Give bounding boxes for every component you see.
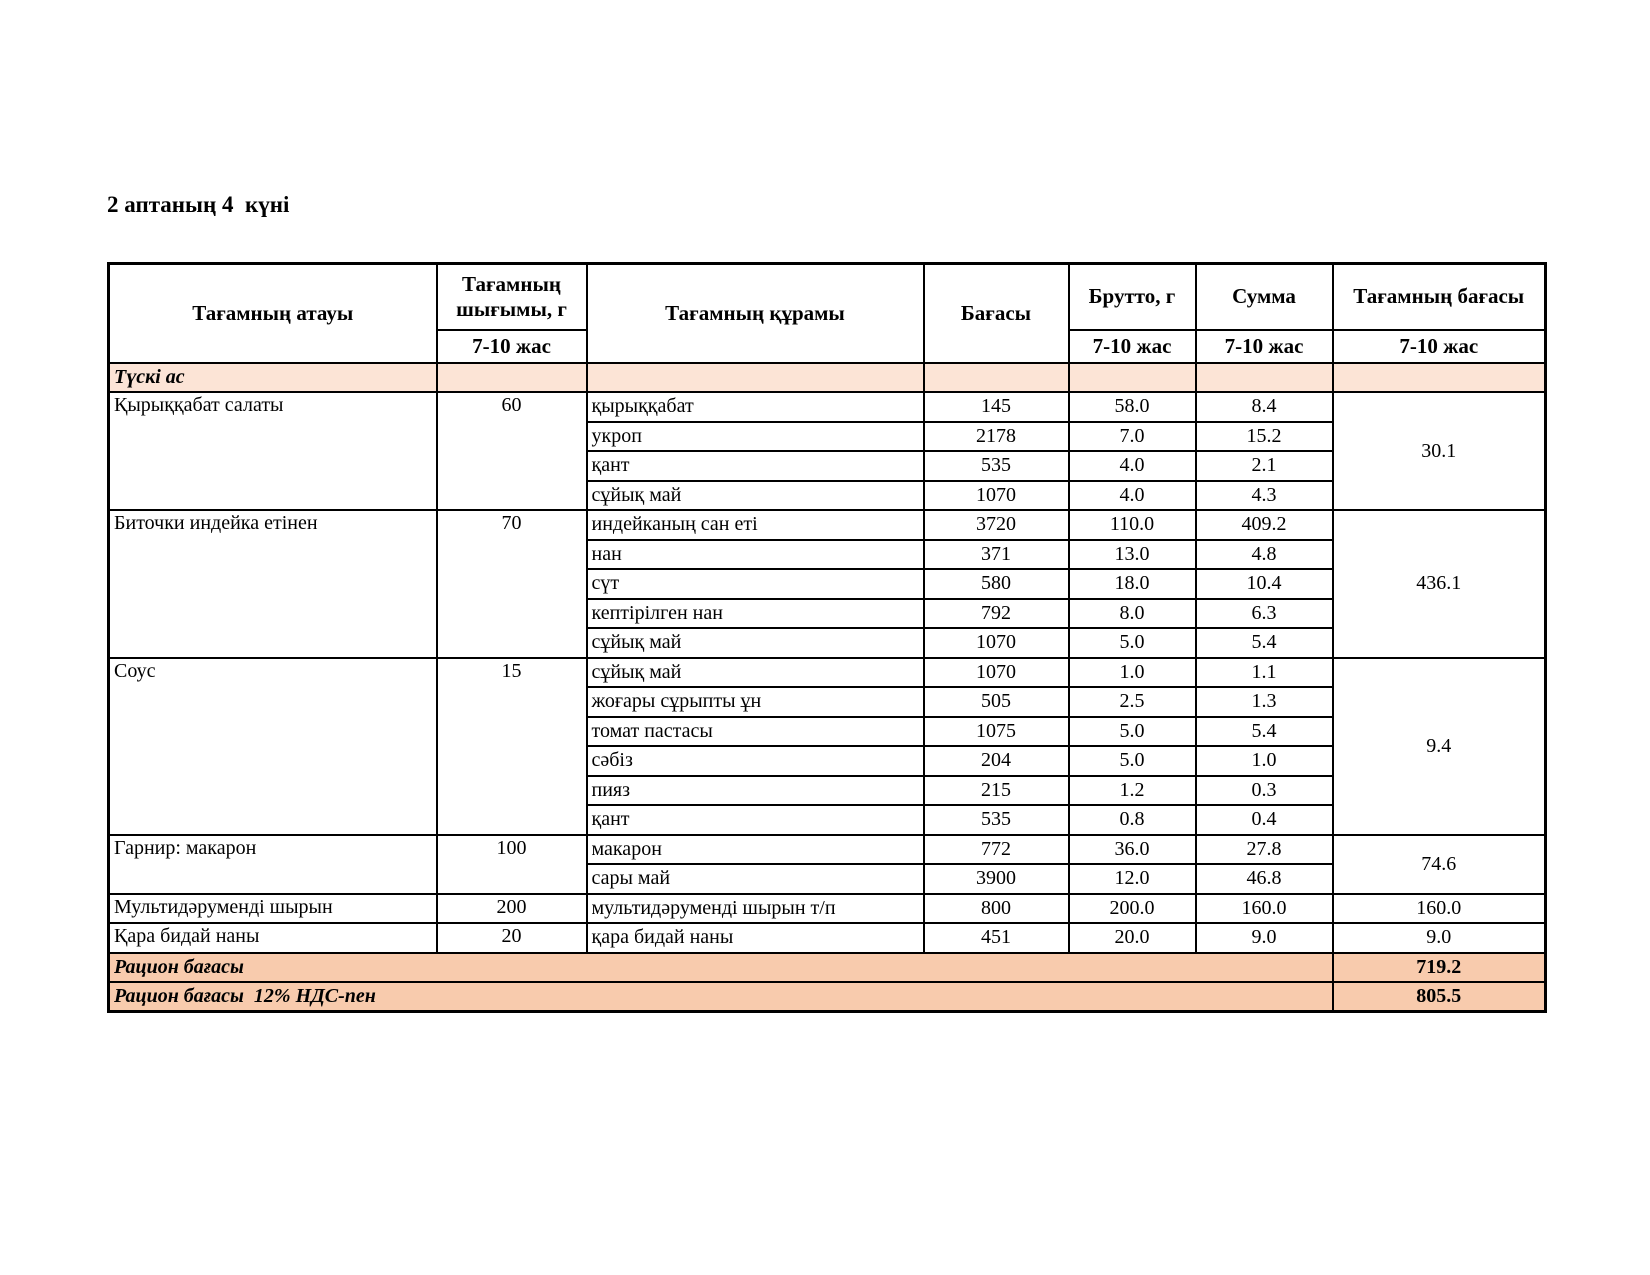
ingredient-price: 3900 xyxy=(924,864,1069,894)
ingredient-price: 1070 xyxy=(924,628,1069,658)
ingredient-price: 535 xyxy=(924,451,1069,481)
ingredient-name: индейканың сан еті xyxy=(587,510,924,540)
ingredient-sum: 4.8 xyxy=(1196,540,1333,570)
col-header-dish-output: Тағамның шығымы, г xyxy=(437,264,587,330)
dish-price: 160.0 xyxy=(1333,894,1546,924)
total-label: Рацион бағасы xyxy=(109,953,1333,983)
ingredient-sum: 160.0 xyxy=(1196,894,1333,924)
ingredient-price: 451 xyxy=(924,923,1069,953)
ingredient-name: қант xyxy=(587,805,924,835)
dish-price: 9.0 xyxy=(1333,923,1546,953)
col-subheader-output-age: 7-10 жас xyxy=(437,330,587,363)
ingredient-sum: 8.4 xyxy=(1196,392,1333,422)
ingredient-brutto: 13.0 xyxy=(1069,540,1196,570)
menu-table-header xyxy=(109,264,1546,363)
ingredient-sum: 0.3 xyxy=(1196,776,1333,806)
dish-price: 436.1 xyxy=(1333,510,1546,658)
ingredient-name: сүт xyxy=(587,569,924,599)
total-row xyxy=(109,982,1546,1012)
ingredient-sum: 1.3 xyxy=(1196,687,1333,717)
ingredient-name: жоғары сұрыпты ұн xyxy=(587,687,924,717)
ingredient-price: 772 xyxy=(924,835,1069,865)
meal-section-empty-cell xyxy=(437,363,587,393)
ingredient-brutto: 110.0 xyxy=(1069,510,1196,540)
total-row xyxy=(109,953,1546,983)
col-header-brutto: Брутто, г xyxy=(1069,264,1196,330)
ingredient-price: 535 xyxy=(924,805,1069,835)
ingredient-row xyxy=(109,835,1546,865)
header-row-1 xyxy=(109,264,1546,330)
dish-price: 9.4 xyxy=(1333,658,1546,835)
dish-output: 15 xyxy=(437,658,587,835)
ingredient-sum: 5.4 xyxy=(1196,628,1333,658)
ingredient-price: 800 xyxy=(924,894,1069,924)
col-subheader-dish-price-age: 7-10 жас xyxy=(1333,330,1546,363)
col-header-dish-name: Тағамның атауы xyxy=(109,264,437,363)
col-header-dish-price: Тағамның бағасы xyxy=(1333,264,1546,330)
ingredient-row xyxy=(109,392,1546,422)
ingredient-brutto: 12.0 xyxy=(1069,864,1196,894)
ingredient-brutto: 5.0 xyxy=(1069,628,1196,658)
ingredient-brutto: 2.5 xyxy=(1069,687,1196,717)
ingredient-brutto: 5.0 xyxy=(1069,746,1196,776)
ingredient-name: томат пастасы xyxy=(587,717,924,747)
dish-output: 200 xyxy=(437,894,587,924)
ingredient-sum: 0.4 xyxy=(1196,805,1333,835)
ingredient-row xyxy=(109,658,1546,688)
dish-output: 70 xyxy=(437,510,587,658)
dish-price: 30.1 xyxy=(1333,392,1546,510)
ingredient-sum: 1.0 xyxy=(1196,746,1333,776)
dish-price: 74.6 xyxy=(1333,835,1546,894)
ingredient-sum: 2.1 xyxy=(1196,451,1333,481)
ingredient-name: нан xyxy=(587,540,924,570)
ingredient-brutto: 4.0 xyxy=(1069,481,1196,511)
meal-section-empty-cell xyxy=(1196,363,1333,393)
ingredient-name: сары май xyxy=(587,864,924,894)
total-value: 805.5 xyxy=(1333,982,1546,1012)
ingredient-price: 1070 xyxy=(924,481,1069,511)
col-header-sum: Сумма xyxy=(1196,264,1333,330)
ingredient-brutto: 0.8 xyxy=(1069,805,1196,835)
meal-section-empty-cell xyxy=(924,363,1069,393)
ingredient-name: макарон xyxy=(587,835,924,865)
ingredient-price: 505 xyxy=(924,687,1069,717)
ingredient-price: 792 xyxy=(924,599,1069,629)
ingredient-sum: 46.8 xyxy=(1196,864,1333,894)
ingredient-brutto: 20.0 xyxy=(1069,923,1196,953)
ingredient-sum: 27.8 xyxy=(1196,835,1333,865)
total-label: Рацион бағасы 12% НДС-пен xyxy=(109,982,1333,1012)
ingredient-name: сұйық май xyxy=(587,658,924,688)
ingredient-brutto: 58.0 xyxy=(1069,392,1196,422)
dish-output: 100 xyxy=(437,835,587,894)
ingredient-price: 1075 xyxy=(924,717,1069,747)
page-title: 2 аптаның 4 күні xyxy=(107,192,290,217)
col-subheader-sum-age: 7-10 жас xyxy=(1196,330,1333,363)
meal-section-row xyxy=(109,363,1546,393)
ingredient-name: сұйық май xyxy=(587,628,924,658)
menu-table-body xyxy=(109,363,1546,1012)
ingredient-name: укроп xyxy=(587,422,924,452)
ingredient-row xyxy=(109,894,1546,924)
ingredient-name: сәбіз xyxy=(587,746,924,776)
ingredient-price: 145 xyxy=(924,392,1069,422)
ingredient-row xyxy=(109,923,1546,953)
col-subheader-brutto-age: 7-10 жас xyxy=(1069,330,1196,363)
ingredient-sum: 409.2 xyxy=(1196,510,1333,540)
ingredient-brutto: 8.0 xyxy=(1069,599,1196,629)
ingredient-price: 3720 xyxy=(924,510,1069,540)
ingredient-price: 371 xyxy=(924,540,1069,570)
dish-name: Қырыққабат салаты xyxy=(109,392,437,510)
ingredient-row xyxy=(109,510,1546,540)
dish-name: Мультидәруменді шырын xyxy=(109,894,437,924)
dish-name: Соус xyxy=(109,658,437,835)
dish-output: 60 xyxy=(437,392,587,510)
ingredient-brutto: 1.2 xyxy=(1069,776,1196,806)
ingredient-sum: 10.4 xyxy=(1196,569,1333,599)
ingredient-brutto: 200.0 xyxy=(1069,894,1196,924)
total-value: 719.2 xyxy=(1333,953,1546,983)
ingredient-name: кептірілген нан xyxy=(587,599,924,629)
ingredient-brutto: 5.0 xyxy=(1069,717,1196,747)
col-header-price: Бағасы xyxy=(924,264,1069,363)
meal-section-empty-cell xyxy=(1333,363,1546,393)
ingredient-name: қант xyxy=(587,451,924,481)
menu-table xyxy=(107,262,1547,1013)
ingredient-brutto: 36.0 xyxy=(1069,835,1196,865)
dish-name: Қара бидай наны xyxy=(109,923,437,953)
ingredient-name: қырыққабат xyxy=(587,392,924,422)
ingredient-name: пияз xyxy=(587,776,924,806)
ingredient-brutto: 1.0 xyxy=(1069,658,1196,688)
meal-section-label: Түскі ас xyxy=(109,363,437,393)
col-header-composition: Тағамның құрамы xyxy=(587,264,924,363)
ingredient-price: 2178 xyxy=(924,422,1069,452)
dish-name: Биточки индейка етінен xyxy=(109,510,437,658)
ingredient-brutto: 7.0 xyxy=(1069,422,1196,452)
ingredient-name: мультидәруменді шырын т/п xyxy=(587,894,924,924)
ingredient-sum: 5.4 xyxy=(1196,717,1333,747)
ingredient-name: қара бидай наны xyxy=(587,923,924,953)
ingredient-name: сұйық май xyxy=(587,481,924,511)
dish-output: 20 xyxy=(437,923,587,953)
ingredient-price: 215 xyxy=(924,776,1069,806)
ingredient-price: 204 xyxy=(924,746,1069,776)
ingredient-sum: 15.2 xyxy=(1196,422,1333,452)
ingredient-price: 1070 xyxy=(924,658,1069,688)
ingredient-brutto: 4.0 xyxy=(1069,451,1196,481)
ingredient-sum: 1.1 xyxy=(1196,658,1333,688)
ingredient-sum: 6.3 xyxy=(1196,599,1333,629)
meal-section-empty-cell xyxy=(1069,363,1196,393)
ingredient-brutto: 18.0 xyxy=(1069,569,1196,599)
meal-section-empty-cell xyxy=(587,363,924,393)
ingredient-sum: 4.3 xyxy=(1196,481,1333,511)
ingredient-sum: 9.0 xyxy=(1196,923,1333,953)
dish-name: Гарнир: макарон xyxy=(109,835,437,894)
ingredient-price: 580 xyxy=(924,569,1069,599)
